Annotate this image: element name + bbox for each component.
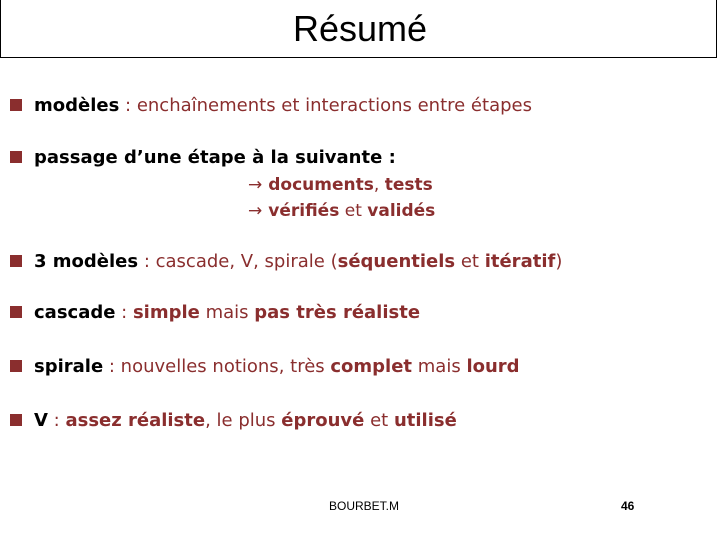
- bullet-3-modeles: 3 modèles : cascade, V, spirale (séquentiels et itératif): [34, 251, 714, 272]
- footer-author: BOURBET.M: [329, 499, 400, 513]
- square-bullet-icon: [10, 99, 22, 111]
- sub-item-verifies: → vérifiés et validés: [248, 201, 436, 221]
- square-bullet-icon: [10, 360, 22, 372]
- right-arrow-icon: →: [248, 175, 263, 195]
- right-arrow-icon: →: [248, 201, 263, 221]
- square-bullet-icon: [10, 414, 22, 426]
- page-number: 46: [621, 499, 635, 513]
- bullet-spirale: spirale : nouvelles notions, très complet mais lourd: [34, 356, 714, 377]
- bullet-cascade: cascade : simple mais pas très réaliste: [34, 302, 714, 323]
- square-bullet-icon: [10, 255, 22, 267]
- bullet-modeles: modèles : enchaînements et interactions entre étapes: [34, 95, 714, 116]
- bullet-v: V : assez réaliste, le plus éprouvé et utilisé: [34, 410, 714, 431]
- square-bullet-icon: [10, 306, 22, 318]
- bullet-passage: passage d’une étape à la suivante :: [34, 147, 714, 168]
- sub-item-documents: → documents, tests: [248, 175, 433, 195]
- slide-title: Résumé: [292, 8, 428, 49]
- square-bullet-icon: [10, 151, 22, 163]
